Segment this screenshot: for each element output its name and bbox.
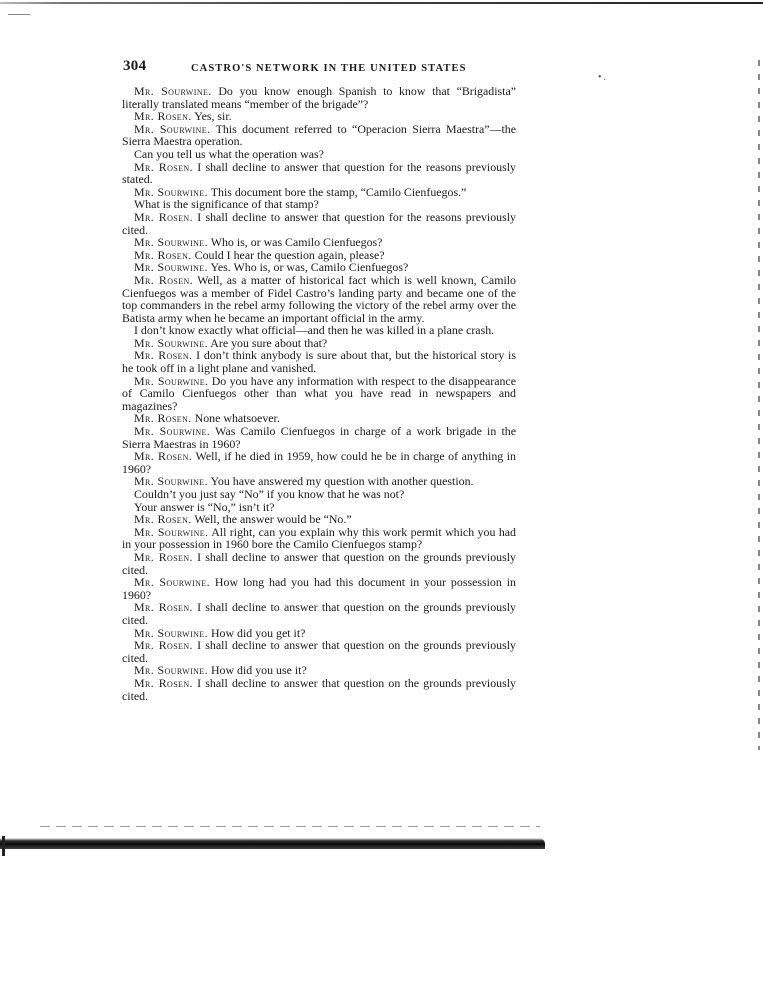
- transcript-paragraph: [122, 677, 516, 702]
- running-head: CASTRO'S NETWORK IN THE UNITED STATES: [191, 63, 467, 74]
- paragraph-text: Are you sure about that?: [210, 335, 328, 350]
- transcript-paragraph: [122, 425, 516, 450]
- speaker-name: Mr. Rosen.: [134, 549, 193, 564]
- speaker-name: Mr. Rosen.: [134, 600, 193, 615]
- speaker-name: Mr. Rosen.: [134, 449, 193, 464]
- paragraph-text: This document referred to “Operacion Sierra Maestra”—the Sierra Maestra operation.: [122, 121, 516, 149]
- paragraph-text: All right, can you explain why this work permit which you had in your possession in 1960 bore the Camilo Cienfuegos stamp?: [122, 524, 516, 552]
- paragraph-text: I shall decline to answer that question for the reasons previously stated.: [122, 159, 516, 187]
- paragraph-text: Can you tell us what the operation was?: [134, 146, 324, 161]
- speaker-name: Mr. Sourwine.: [134, 84, 212, 98]
- bottom-border-rule: [0, 838, 545, 849]
- speaker-name: Mr. Rosen.: [134, 209, 193, 224]
- speaker-name: Mr. Sourwine.: [134, 184, 208, 199]
- transcript-paragraph: [122, 85, 516, 110]
- transcript-paragraph: [122, 551, 516, 576]
- paragraph-text: Was Camilo Cienfuegos in charge of a work brigade in the Sierra Maestras in 1960?: [122, 424, 516, 451]
- speaker-name: Mr. Rosen.: [134, 109, 192, 124]
- paragraph-text: None whatsoever.: [194, 411, 280, 426]
- page-bottom-edge: [40, 826, 540, 827]
- paragraph-text: Your answer is “No,” isn’t it?: [134, 499, 275, 514]
- speaker-name: Mr. Rosen.: [134, 512, 192, 527]
- speaker-name: Mr. Rosen.: [134, 247, 192, 262]
- paragraph-text: I shall decline to answer that question on the grounds previously cited.: [122, 675, 516, 703]
- speaker-name: Mr. Sourwine.: [134, 260, 208, 275]
- transcript-paragraph: [122, 123, 516, 148]
- speaker-name: Mr. Sourwine.: [134, 335, 208, 350]
- scan-mark: [8, 14, 30, 15]
- transcript-paragraph: [122, 211, 516, 236]
- transcript-paragraph: [122, 375, 516, 413]
- speaker-name: Mr. Rosen.: [134, 272, 194, 287]
- page-edge-shadow: [758, 60, 760, 750]
- speaker-name: Mr. Rosen.: [134, 638, 193, 653]
- speaker-name: Mr. Sourwine.: [134, 625, 208, 640]
- speaker-name: Mr. Sourwine.: [134, 575, 210, 590]
- page-number: 304: [123, 58, 147, 74]
- scan-speck: •.: [598, 72, 609, 83]
- paragraph-text: What is the significance of that stamp?: [134, 197, 319, 212]
- paragraph-text: You have answered my question with another question.: [210, 474, 474, 489]
- speaker-name: Mr. Rosen.: [134, 348, 193, 363]
- speaker-name: Mr. Sourwine.: [134, 663, 208, 678]
- top-border-rule: [0, 2, 763, 4]
- paragraph-text: I shall decline to answer that question on the grounds previously cited.: [122, 638, 516, 665]
- speaker-name: Mr. Sourwine.: [134, 235, 208, 250]
- transcript-paragraph: [122, 450, 516, 475]
- paragraph-text: Well, the answer would be “No.”: [194, 512, 352, 527]
- speaker-name: Mr. Sourwine.: [134, 524, 209, 539]
- transcript-paragraph: [122, 161, 516, 186]
- speaker-name: Mr. Sourwine.: [134, 121, 211, 136]
- transcript-paragraph: [122, 349, 516, 374]
- paragraph-text: I don’t think anybody is sure about that, but the historical story is he took off in a light plane and vanished.: [122, 348, 516, 376]
- transcript-paragraph: [122, 526, 516, 551]
- transcript-paragraph: [122, 274, 516, 324]
- paragraph-text: Well, if he died in 1959, how could he be in charge of anything in 1960?: [122, 449, 516, 476]
- paragraph-text: Yes. Who is, or was, Camilo Cienfuegos?: [210, 260, 409, 275]
- paragraph-text: I shall decline to answer that question on the grounds previously cited.: [122, 549, 516, 577]
- paragraph-text: Do you know enough Spanish to know that “Brigadista” literally translated means “member of the brigade”?: [122, 84, 516, 111]
- transcript-paragraph: [122, 601, 516, 626]
- speaker-name: Mr. Rosen.: [134, 675, 193, 690]
- transcript-body: [122, 85, 516, 702]
- speaker-name: Mr. Rosen.: [134, 159, 193, 174]
- speaker-name: Mr. Sourwine.: [134, 424, 211, 439]
- paragraph-text: Could I hear the question again, please?: [194, 247, 385, 262]
- paragraph-text: Who is, or was Camilo Cienfuegos?: [210, 235, 383, 250]
- paragraph-text: Well, as a matter of historical fact which is well known, Camilo Cienfuegos was a member of Fidel Castro’s landing party and became one of the top commanders in the rebel army following the victory of the rebel army over the Batista army when he became an important official in the army.: [122, 272, 517, 325]
- paragraph-text: This document bore the stamp, “Camilo Cienfuegos.”: [210, 184, 467, 199]
- paragraph-text: Yes, sir.: [194, 109, 232, 124]
- paragraph-text: Couldn’t you just say “No” if you know that he was not?: [134, 487, 405, 501]
- speaker-name: Mr. Rosen.: [134, 411, 192, 426]
- paragraph-text: How long had you had this document in your possession in 1960?: [122, 575, 516, 602]
- transcript-paragraph: [122, 639, 516, 664]
- speaker-name: Mr. Sourwine.: [134, 373, 209, 388]
- paragraph-text: Do you have any information with respect to the disappearance of Camilo Cienfuegos other than what you have read in newspapers and magazines?: [122, 373, 516, 413]
- speaker-name: Mr. Sourwine.: [134, 474, 208, 489]
- transcript-paragraph: [122, 576, 516, 601]
- paragraph-text: How did you get it?: [210, 625, 306, 640]
- paragraph-text: I don’t know exactly what official—and then he was killed in a plane crash.: [134, 323, 495, 338]
- paragraph-text: How did you use it?: [210, 663, 307, 678]
- scan-edge-mark: [2, 836, 5, 856]
- paragraph-text: I shall decline to answer that question on the grounds previously cited.: [122, 600, 516, 627]
- paragraph-text: I shall decline to answer that question for the reasons previously cited.: [122, 209, 516, 237]
